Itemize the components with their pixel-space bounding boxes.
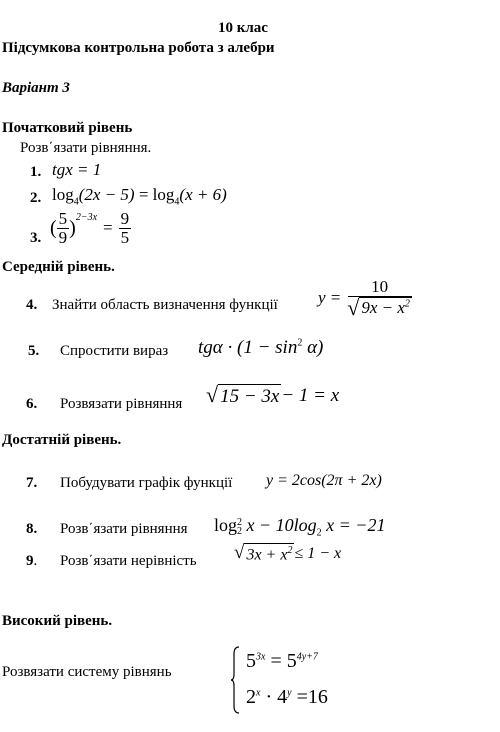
- task5-text: Спростити вираз: [60, 343, 169, 359]
- task4-sqrt: √ $9x - x^2$: [347, 294, 410, 320]
- task2-expression: [52, 185, 227, 207]
- task7-expression: y = 2cos(2π + 2x): [266, 472, 382, 489]
- task1-number: 1.: [30, 164, 42, 180]
- task8-expression: log 2 2 $x - 10\log_2$ x = −21: [214, 515, 386, 539]
- level3-heading: Достатній рівень.: [2, 432, 122, 448]
- task2-number: 2.: [30, 190, 42, 206]
- task3-number: 3.: [30, 230, 42, 246]
- task3-base-fraction: $\frac{5}{9}$: [58, 209, 68, 247]
- task5-number: 5.: [28, 343, 40, 359]
- system-equation-2: $2^x \cdot 4^y =16$: [246, 686, 328, 708]
- task6-expression: √ 15 − 3x − 1 = x: [206, 382, 340, 407]
- page-title: Підсумкова контрольна робота з алебри: [2, 40, 275, 56]
- grade-label: 10 клас: [218, 20, 268, 36]
- task2-log-a: log: [52, 185, 74, 204]
- task6-sqrt: √ 15 − 3x: [206, 382, 280, 407]
- level4-text: Розвязати систему рівнянь: [2, 664, 172, 680]
- task9-sqrt: √ $3x + x^2$: [234, 542, 293, 564]
- system-brace: [230, 646, 240, 714]
- task9-expression: √ $3x + x^2$ ≤ 1 − x: [234, 542, 342, 564]
- task3-power: 2−3x: [75, 212, 98, 223]
- level4-heading: Високий рівень.: [2, 613, 113, 629]
- task3-rhs-fraction: $\frac{9}{5}$: [120, 209, 130, 247]
- task4-fraction: 10 √ $9x - x^2$: [345, 278, 414, 319]
- task2-base-b: 4: [174, 196, 180, 208]
- task4-text: Знайти область визначення функції: [52, 297, 278, 313]
- task2-arg-b: (x + 6): [179, 185, 227, 204]
- task5-expression: $tg\alpha \cdot (1 - \sin^2 \alpha)$: [198, 337, 324, 358]
- task9-text: Розв΄язати нерівність: [60, 553, 197, 569]
- task1-expression: tgx = 1: [52, 160, 102, 179]
- system-equation-1: $5^{3x} = 5^{4y+7}$: [246, 650, 318, 672]
- task6-number: 6.: [26, 396, 38, 412]
- variant-label: Варіант 3: [2, 80, 70, 96]
- task2-base-a: 4: [73, 196, 79, 208]
- level1-instruction: Розв΄язати рівняння.: [20, 140, 152, 156]
- task3-equals: =: [103, 218, 113, 238]
- task3-expression: ( $\frac{5}{9}$ ) $^{2-3x}$ = $\frac{9}{5}$: [50, 209, 130, 247]
- task2-arg-a: (2x − 5): [78, 185, 135, 204]
- task4-formula: y = 10 √ $9x - x^2$: [318, 278, 414, 319]
- task2-log-b: log: [152, 185, 175, 204]
- task8-text: Розв΄язати рівняння: [60, 521, 188, 537]
- task9-number: 9.: [26, 553, 38, 569]
- task7-text: Побудувати графік функції: [60, 475, 233, 491]
- level1-heading: Початковий рівень: [2, 120, 133, 136]
- task2-equals: =: [138, 185, 149, 204]
- task8-number: 8.: [26, 521, 38, 537]
- level2-heading: Середній рівень.: [2, 259, 115, 275]
- task4-number: 4.: [26, 297, 38, 313]
- task7-number: 7.: [26, 475, 38, 491]
- task6-text: Розвязати рівняння: [60, 396, 183, 412]
